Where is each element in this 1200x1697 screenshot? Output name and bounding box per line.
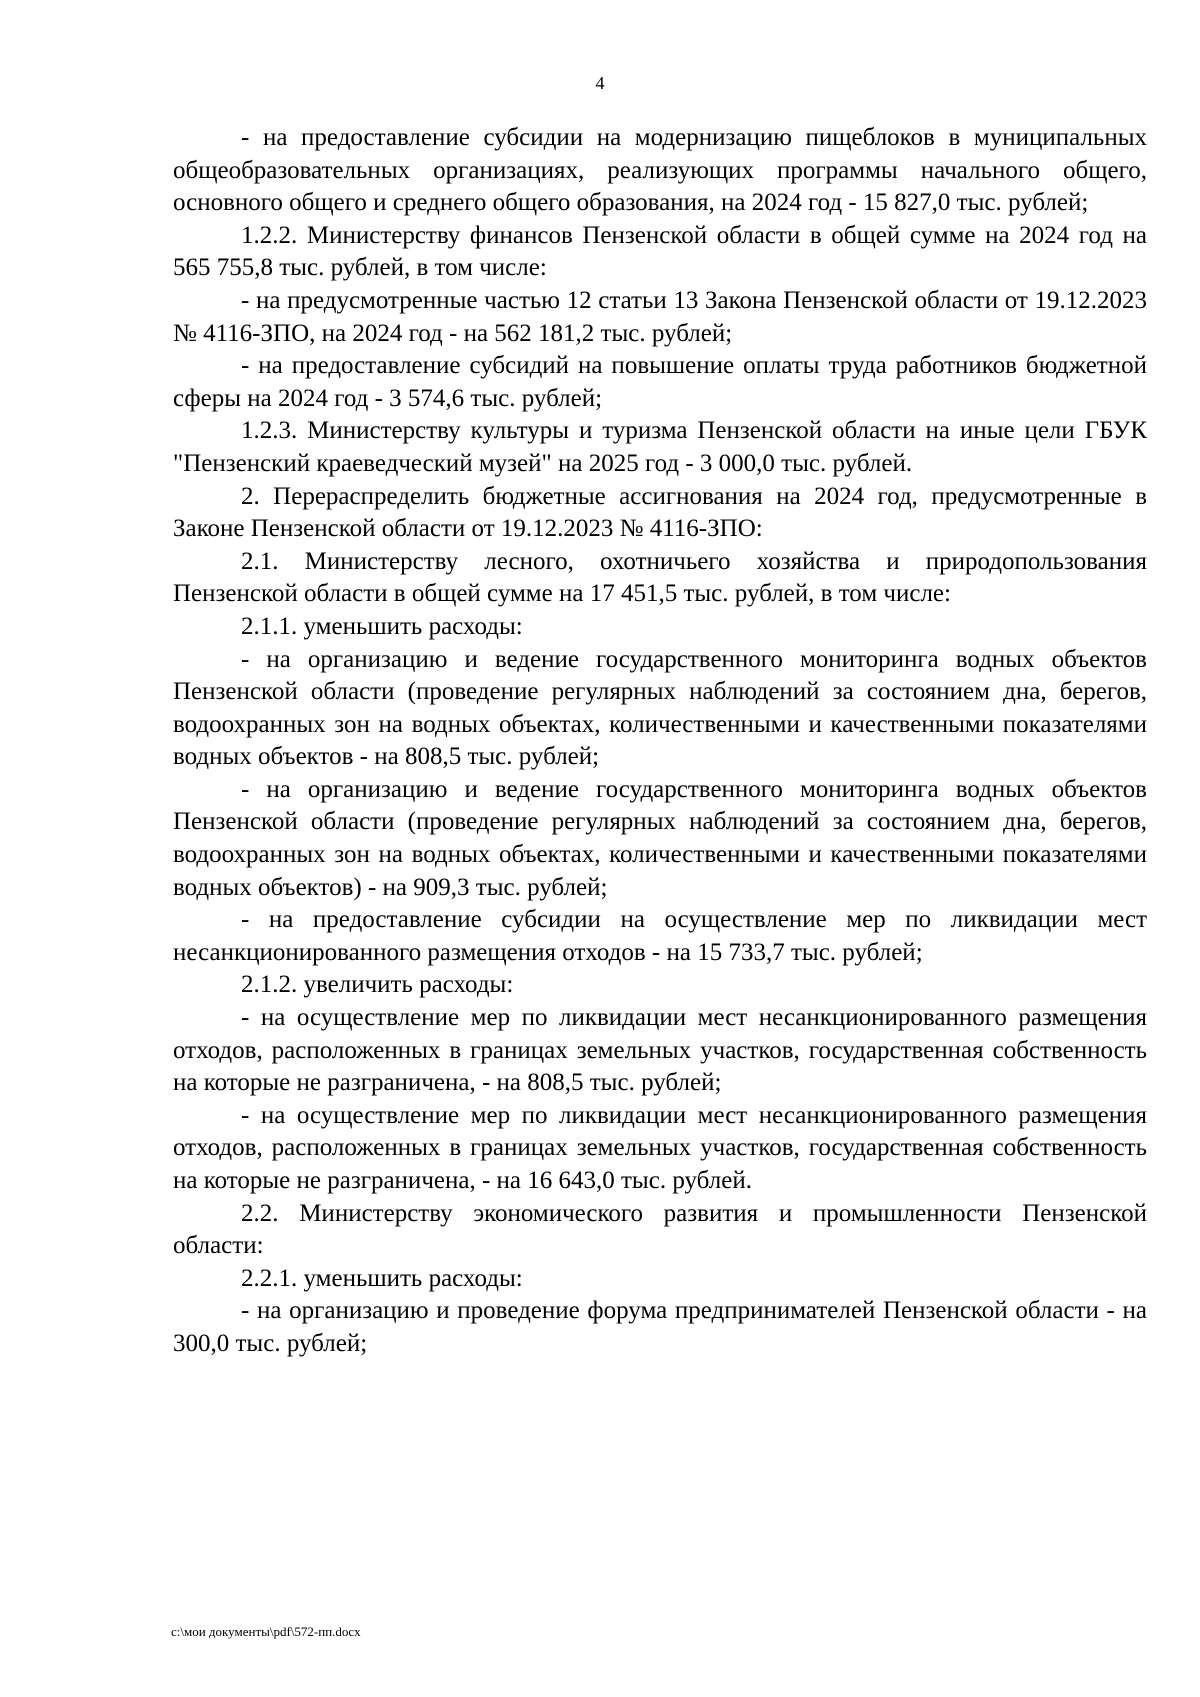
paragraph: - на организацию и проведение форума предпринимателей Пензенской области - на 300,0 тыс. рублей; (173, 1297, 1147, 1357)
paragraph: 2. Перераспределить бюджетные ассигнования на 2024 год, предусмотренные в Законе Пензенской области от 19.12.2023 № 4116-ЗПО: (173, 482, 1147, 543)
paragraph: - на организацию и ведение государственного мониторинга водных объектов Пензенской области (проведение регулярных наблюдений за состоянием дна, берегов, водоохранных зон на водных объектах, количественными и качественными показателями водных объектов - на 808,5 тыс. рублей; (173, 645, 1147, 771)
paragraph: 1.2.2. Министерству финансов Пензенской области в общей сумме на 2024 год на 565 755,8 тыс. рублей, в том числе: (173, 221, 1147, 282)
paragraph: 2.1. Министерству лесного, охотничьего хозяйства и природопользования Пензенской области в общей сумме на 17 451,5 тыс. рублей, в том числе: (173, 547, 1147, 608)
paragraph: - на организацию и ведение государственного мониторинга водных объектов Пензенской области (проведение регулярных наблюдений за состоянием дна, берегов, водоохранных зон на водных объектах, количественными и качественными показателями водных объектов) - на 909,3 тыс. рублей; (173, 775, 1147, 901)
paragraph: - на осуществление мер по ликвидации мест несанкционированного размещения отходов, расположенных в границах земельных участков, государственная собственность на которые не разграничена, - на 808,5 тыс. рублей; (173, 1004, 1147, 1097)
paragraph: 1.2.3. Министерству культуры и туризма Пензенской области на иные цели ГБУК "Пензенский краеведческий музей" на 2025 год - 3 000,0 тыс. рублей. (173, 417, 1147, 477)
paragraph: 2.1.2. увеличить расходы: (241, 971, 514, 999)
paragraph: - на предусмотренные частью 12 статьи 13 Закона Пензенской области от 19.12.2023 № 4116-ЗПО, на 2024 год - на 562 181,2 тыс. рублей; (173, 286, 1147, 347)
page-number: 4 (595, 73, 605, 93)
paragraph: - на осуществление мер по ликвидации мест несанкционированного размещения отходов, расположенных в границах земельных участков, государственная собственность на которые не разграничена, - на 16 643,0 тыс. рублей. (173, 1101, 1147, 1194)
paragraph: 2.1.1. уменьшить расходы: (241, 612, 523, 640)
paragraph: 2.2. Министерству экономического развития и промышленности Пензенской области: (173, 1199, 1147, 1260)
paragraph: - на предоставление субсидий на повышение оплаты труда работников бюджетной сферы на 2024 год - 3 574,6 тыс. рублей; (173, 352, 1147, 412)
document-body (173, 122, 1147, 1361)
paragraph: - на предоставление субсидии на модернизацию пищеблоков в муниципальных общеобразовательных организациях, реализующих программы начального общего, основного общего и среднего общего образования, на 2024 год - 15 827,0 тыс. рублей; (173, 124, 1147, 217)
footer-file-path: c:\мои документы\pdf\572-пп.docx (171, 1624, 361, 1639)
paragraph: 2.2.1. уменьшить расходы: (241, 1264, 523, 1292)
paragraph: - на предоставление субсидии на осуществление мер по ликвидации мест несанкционированного размещения отходов - на 15 733,7 тыс. рублей; (173, 906, 1147, 966)
